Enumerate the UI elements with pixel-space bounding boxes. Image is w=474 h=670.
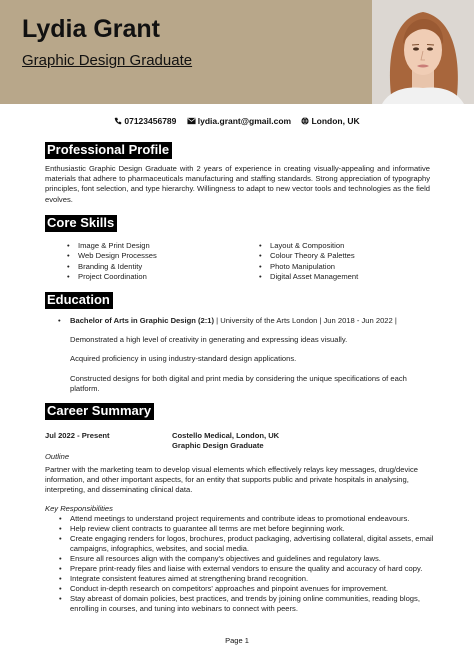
skill-item: • Branding & Identity <box>78 262 157 272</box>
contact-phone[interactable] <box>114 116 178 126</box>
contact-location <box>301 116 359 126</box>
page-number: Page 1 <box>225 636 249 645</box>
skill-item: • Colour Theory & Palettes <box>270 251 358 261</box>
skill-item: • Project Coordination <box>78 272 157 282</box>
contact-email[interactable] <box>187 116 294 126</box>
education-point: Demonstrated a high level of creativity in generating and expressing ideas visually. <box>70 335 348 344</box>
outline-text: Partner with the marketing team to develop visual elements which effectively relays key messages, drug/device information, and other important aspects, for an entity that supports public and private hospitals in analysing, interpreting, and disseminating clinical data. <box>45 465 418 495</box>
responsibility-item: • Create engaging renders for logos, brochures, product packaging, advertising collateral, digital assets, email campaigns, infographics, websites, and social media. <box>70 534 434 554</box>
phone-icon <box>114 117 122 125</box>
section-heading-career: Career Summary <box>45 403 154 420</box>
skill-item: • Image & Print Design <box>78 241 157 251</box>
email-address: lydia.grant@gmail.com <box>197 116 292 126</box>
responsibility-item: • Attend meetings to understand project requirements and contribute ideas to promotional endeavours. <box>70 514 434 524</box>
responsibility-item: • Conduct in-depth research on competitors' approaches and pinpoint avenues for improvement. <box>70 584 434 594</box>
skill-item: • Layout & Composition <box>270 241 358 251</box>
job-role: Graphic Design Graduate <box>172 441 264 450</box>
section-heading-education: Education <box>45 292 113 309</box>
skill-item: • Web Design Processes <box>78 251 157 261</box>
responsibility-item: • Integrate consistent features aimed at strengthening brand recognition. <box>70 574 434 584</box>
contact-bar <box>0 116 474 126</box>
profile-photo <box>372 0 474 104</box>
education-point: Acquired proficiency in using industry-standard design applications. <box>70 354 297 363</box>
degree-name: Bachelor of Arts in Graphic Design (2:1) <box>70 316 215 325</box>
job-employer: Costello Medical, London, UK <box>172 431 280 440</box>
outline-label: Outline <box>45 452 70 461</box>
responsibility-item: • Help review client contracts to guarantee all terms are met before beginning work. <box>70 524 434 534</box>
responsibility-item: • Stay abreast of domain policies, best practices, and trends by joining online communities, reading blogs, enrolling in courses, and tuning into webinars to connect with peers. <box>70 594 434 614</box>
responsibility-item: • Ensure all resources align with the company's objectives and guidelines and regulatory laws. <box>70 554 434 564</box>
skill-item: • Photo Manipulation <box>270 262 358 272</box>
envelope-icon <box>187 117 196 125</box>
degree-details: | University of the Arts London | Jun 2018 - Jun 2022 | <box>214 316 397 325</box>
education-entry <box>70 316 450 326</box>
responsibilities-list <box>70 514 434 614</box>
skills-list-left <box>78 241 157 283</box>
phone-number: 07123456789 <box>124 116 177 126</box>
profile-text: Enthusiastic Graphic Design Graduate with 2 years of experience in creating visually-appealing and informative materials that adhere to pharmaceuticals manufacturing and staffing standards. Strong appreciation of typography principles, font selection, and type hierarchy. Willingness to adapt to new vector tools and technologies as the field evolves. <box>45 164 430 204</box>
candidate-name: Lydia Grant <box>22 15 160 43</box>
education-bullet: • <box>58 316 61 325</box>
skills-list-right <box>270 241 358 283</box>
skill-item: • Digital Asset Management <box>270 272 358 282</box>
responsibilities-label: Key Responsibilities <box>45 504 113 513</box>
job-dates: Jul 2022 - Present <box>45 431 110 440</box>
section-heading-profile: Professional Profile <box>45 142 172 159</box>
section-heading-skills: Core Skills <box>45 215 117 232</box>
education-point: Constructed designs for both digital and print media by considering the unique specifications of each platform. <box>70 374 407 394</box>
location-text: London, UK <box>311 116 360 126</box>
globe-icon <box>301 117 309 125</box>
candidate-title: Graphic Design Graduate <box>22 52 193 69</box>
responsibility-item: • Prepare print-ready files and liaise with external vendors to ensure the quality and accuracy of hard copy. <box>70 564 434 574</box>
